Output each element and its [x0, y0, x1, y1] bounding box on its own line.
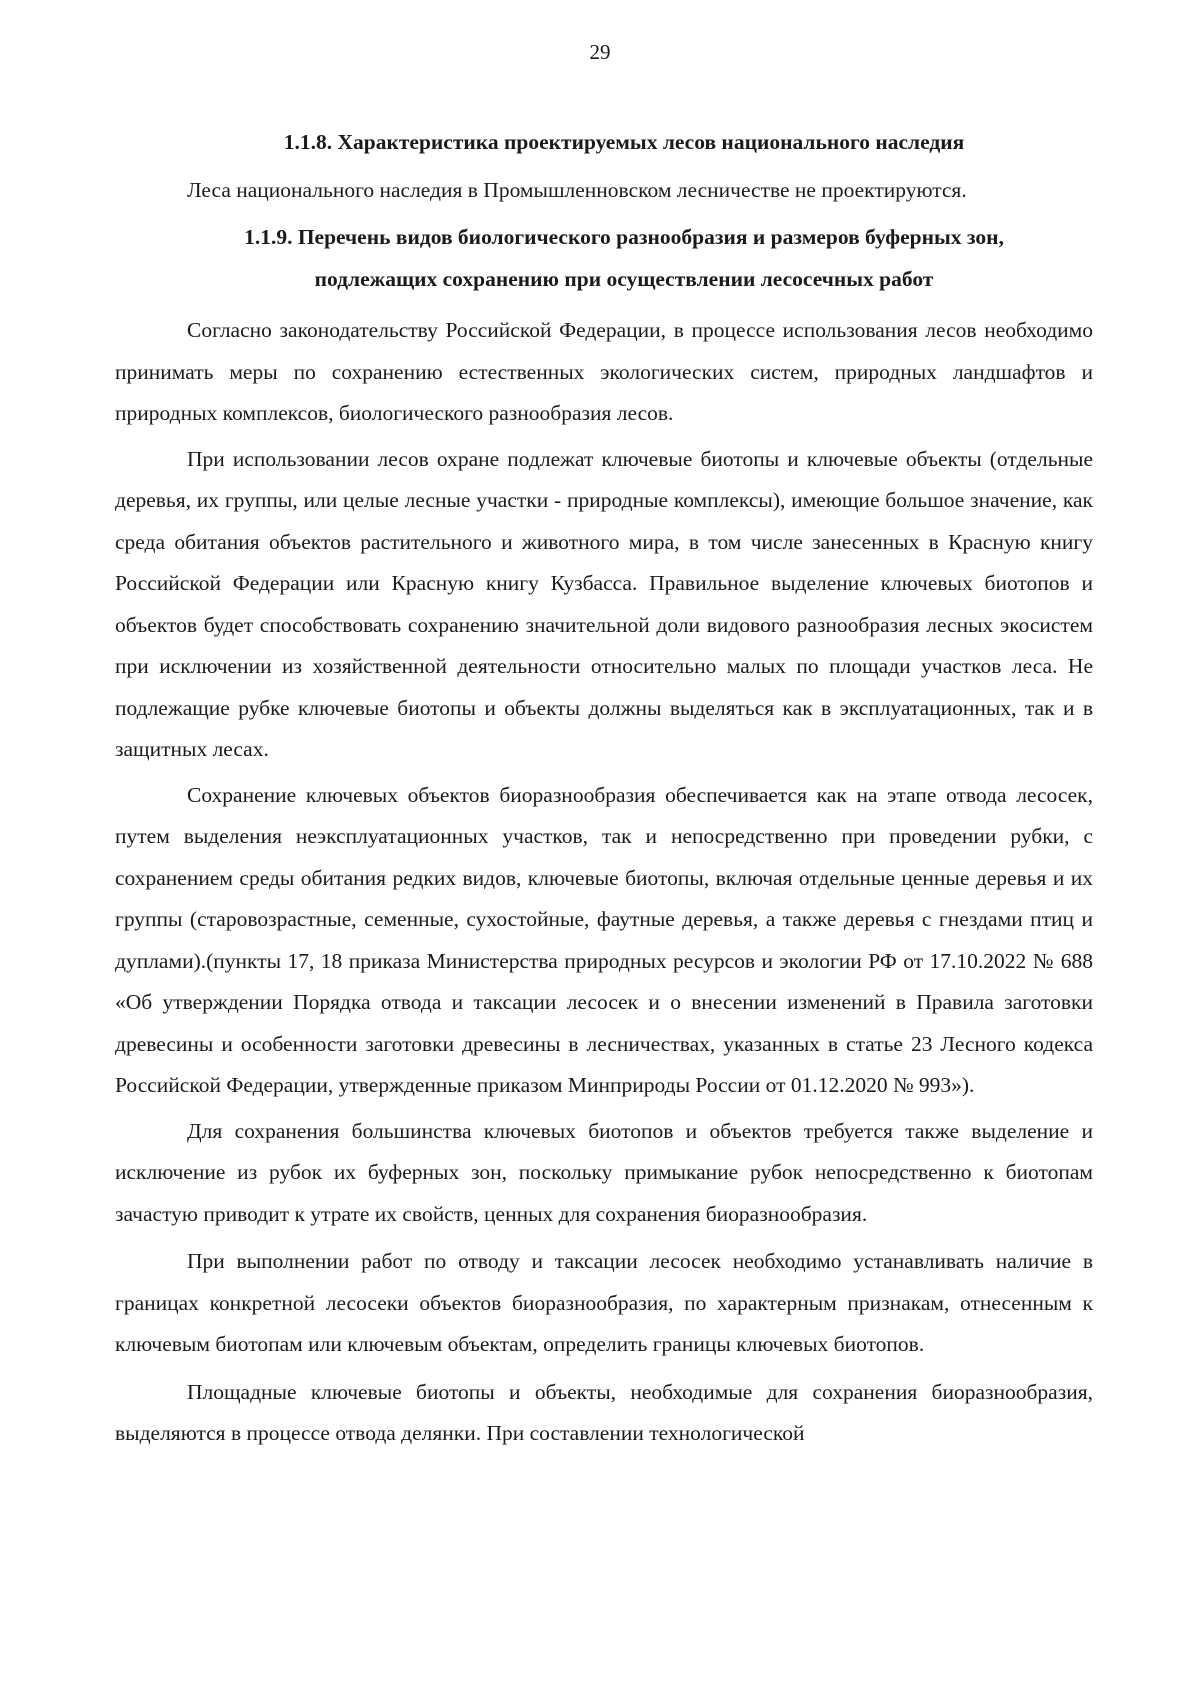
- paragraph: При использовании лесов охране подлежат ключевые биотопы и ключевые объекты (отдельные деревья, их группы, или целые лесные участки - природные комплексы), имеющие большое значение, как среда обитания объектов растительного и животного мира, в том числе занесенных в Красную книгу Российской Федерации или Красную книгу Кузбасса. Правильное выделение ключевых биотопов и объектов будет способствовать сохранению значительной доли видового разнообразия лесных экосистем при исключении из хозяйственной деятельности относительно малых по площади участков леса. Не подлежащие рубке ключевые биотопы и объекты должны выделяться как в эксплуатационных, так и в защитных лесах.: [115, 446, 1093, 761]
- page-number: 29: [589, 40, 611, 64]
- section-1-1-9-heading-line-2: подлежащих сохранению при осуществлении лесосечных работ: [314, 266, 934, 291]
- paragraph: Сохранение ключевых объектов биоразнообразия обеспечивается как на этапе отвода лесосек, путем выделения неэксплуатационных участков, так и непосредственно при проведении рубки, с сохранением среды обитания редких видов, ключевые биотопы, включая отдельные ценные деревья и их группы (старовозрастные, семенные, сухостойные, фаутные деревья, а также деревья с гнездами птиц и дуплами).(пункты 17, 18 приказа Министерства природных ресурсов и экологии РФ от 17.10.2022 № 688 «Об утверждении Порядка отвода и таксации лесосек и о внесении изменений в Правила заготовки древесины и особенности заготовки древесины в лесничествах, указанных в статье 23 Лесного кодекса Российской Федерации, утвержденные приказом Минприроды России от 01.12.2020 № 993»).: [115, 782, 1093, 1097]
- section-1-1-9-heading: [115, 217, 1093, 300]
- paragraph: Согласно законодательству Российской Федерации, в процессе использования лесов необходимо принимать меры по сохранению естественных экологических систем, природных ландшафтов и природных комплексов, биологического разнообразия лесов.: [115, 318, 1093, 425]
- section-1-1-8-text: Леса национального наследия в Промышленновском лесничестве не проектируются.: [187, 177, 967, 202]
- paragraph: Для сохранения большинства ключевых биотопов и объектов требуется также выделение и исключение из рубок их буферных зон, поскольку примыкание рубок непосредственно к биотопам зачастую приводит к утрате их свойств, ценных для сохранения биоразнообразия.: [115, 1118, 1093, 1226]
- page-content: [115, 122, 1093, 1455]
- section-1-1-9-heading-line-1: 1.1.9. Перечень видов биологического разнообразия и размеров буферных зон,: [244, 225, 1004, 249]
- section-1-1-8-heading: 1.1.8. Характеристика проектируемых лесов национального наследия: [283, 130, 965, 154]
- paragraph: Площадные ключевые биотопы и объекты, необходимые для сохранения биоразнообразия, выделяются в процессе отвода делянки. При составлении технологической: [115, 1379, 1093, 1445]
- paragraph: При выполнении работ по отводу и таксации лесосек необходимо устанавливать наличие в границах конкретной лесосеки объектов биоразнообразия, по характерным признакам, отнесенным к ключевым биотопам или ключевым объектам, определить границы ключевых биотопов.: [115, 1249, 1093, 1356]
